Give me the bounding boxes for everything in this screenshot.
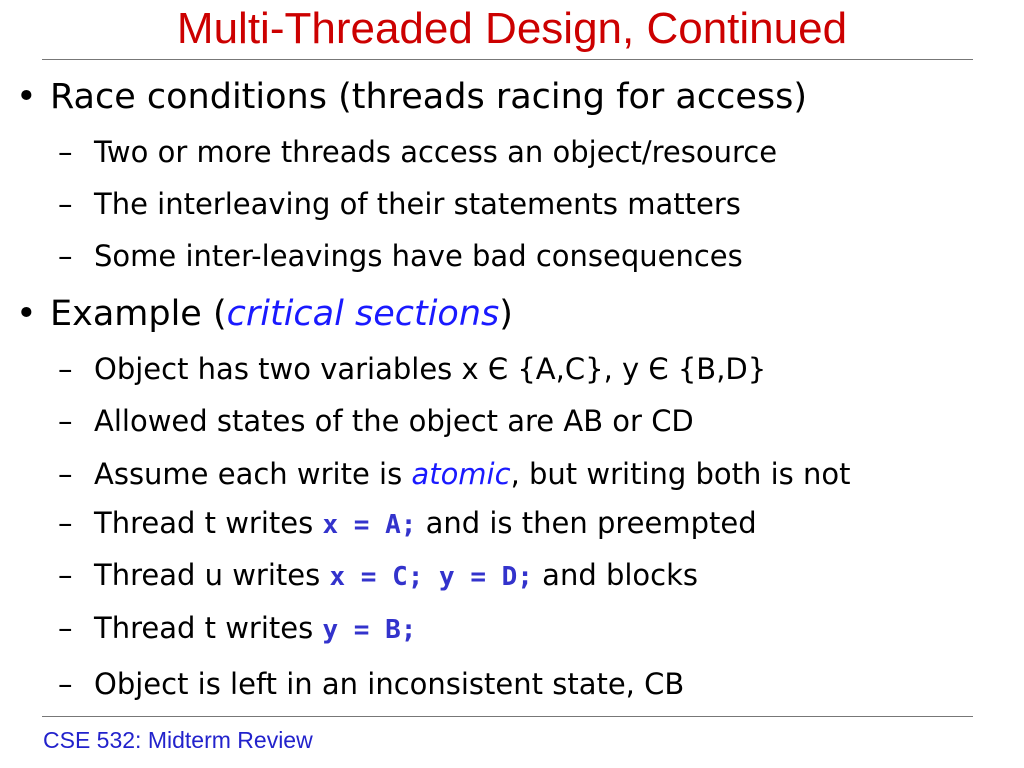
dash-marker: – (58, 667, 73, 701)
sub-bullet-text: Two or more threads access an object/resource (94, 135, 778, 169)
dash-marker: – (58, 352, 73, 386)
code-snippet: x = A; (322, 510, 417, 540)
bullet-marker: • (16, 294, 37, 334)
sub-bullet (58, 558, 698, 592)
footer-divider (42, 716, 973, 717)
sub-bullet-text: Object is left in an inconsistent state, CB (94, 667, 685, 701)
dash-marker: – (58, 457, 73, 491)
sub-bullet-text: Thread u writes (94, 558, 330, 592)
bullet-text-after: ) (499, 294, 513, 334)
sub-bullet-text: Thread t writes (94, 611, 323, 645)
sub-bullet (58, 667, 684, 701)
bullet-race-conditions (16, 77, 807, 117)
sub-bullet (58, 404, 694, 438)
sub-bullet-text: Object has two variables x Є {A,C}, y Є {B,D} (94, 352, 767, 386)
dash-marker: – (58, 611, 73, 645)
sub-bullet (58, 187, 741, 221)
sub-bullet (58, 352, 766, 386)
sub-bullet-text: Some inter-leavings have bad consequences (94, 239, 743, 273)
code-snippet: x = C; y = D; (329, 562, 533, 592)
dash-marker: – (58, 239, 73, 273)
dash-marker: – (58, 187, 73, 221)
bullet-marker: • (16, 77, 37, 117)
dash-marker: – (58, 558, 73, 592)
code-snippet: y = B; (322, 615, 417, 645)
sub-bullet-text: Assume each write is (94, 457, 412, 491)
sub-bullet (58, 135, 777, 169)
bullet-example (16, 294, 513, 334)
bullet-text: Race conditions (threads racing for access) (50, 77, 807, 117)
bullet-text-before: Example ( (50, 294, 227, 334)
title-divider (42, 59, 973, 60)
dash-marker: – (58, 506, 73, 540)
sub-bullet-text: The interleaving of their statements matters (94, 187, 741, 221)
sub-bullet-text: and blocks (532, 558, 699, 592)
sub-bullet-text: and is then preempted (416, 506, 757, 540)
sub-bullet-text: Allowed states of the object are AB or CD (94, 404, 694, 438)
dash-marker: – (58, 135, 73, 169)
atomic-emphasis: atomic (411, 457, 511, 491)
critical-sections-emphasis: critical sections (226, 294, 500, 334)
sub-bullet-text: , but writing both is not (510, 457, 851, 491)
slide-title: Multi-Threaded Design, Continued (176, 4, 848, 53)
sub-bullet-text: Thread t writes (94, 506, 323, 540)
sub-bullet (58, 611, 416, 645)
slide-footer: CSE 532: Midterm Review (43, 727, 313, 753)
sub-bullet (58, 506, 757, 540)
dash-marker: – (58, 404, 73, 438)
sub-bullet (58, 239, 743, 273)
sub-bullet (58, 457, 851, 491)
